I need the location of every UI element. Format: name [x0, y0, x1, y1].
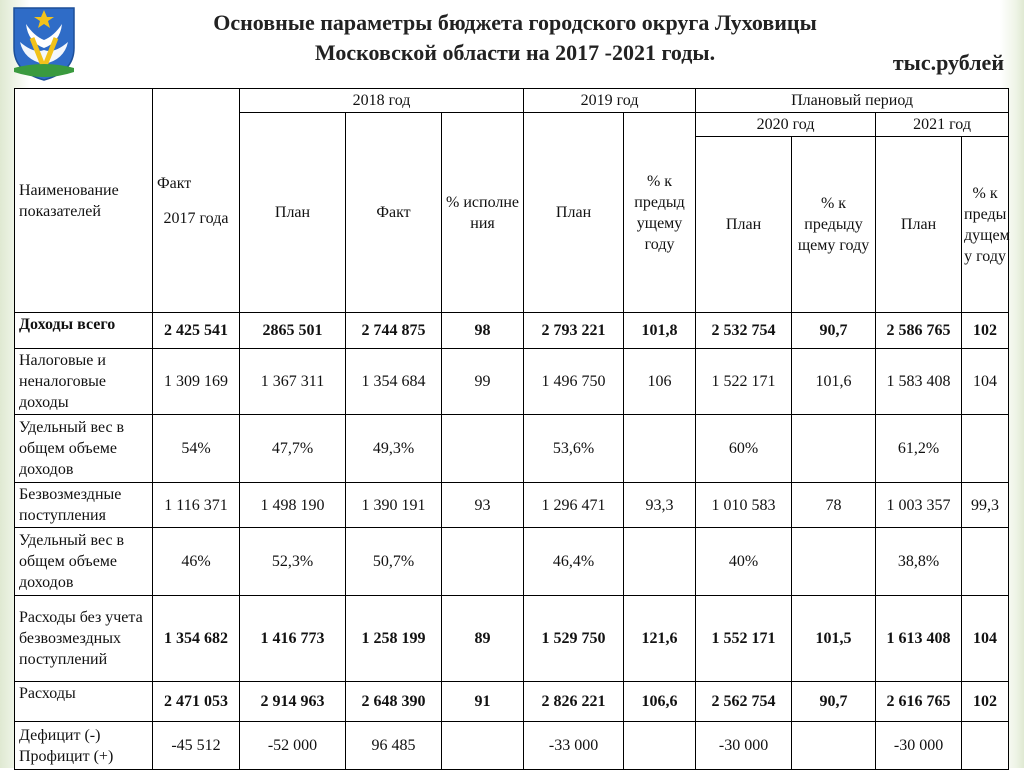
- cell: 53,6%: [524, 415, 624, 483]
- header-year-2020: 2020 год: [696, 113, 876, 137]
- cell: 99: [442, 349, 524, 415]
- cell: 90,7: [792, 682, 876, 722]
- cell: 102: [962, 682, 1009, 722]
- title-line-1: Основные параметры бюджета городского округа Луховицы: [213, 10, 817, 35]
- cell: [792, 528, 876, 596]
- cell: 49,3%: [346, 415, 442, 483]
- cell: 1 354 684: [346, 349, 442, 415]
- cell: 2 744 875: [346, 313, 442, 349]
- header-year-2021: 2021 год: [876, 113, 1009, 137]
- cell: 2 826 221: [524, 682, 624, 722]
- cell: 47,7%: [240, 415, 346, 483]
- cell: 46,4%: [524, 528, 624, 596]
- cell: 101,5: [792, 596, 876, 682]
- cell: 46%: [153, 528, 240, 596]
- cell: 2 586 765: [876, 313, 962, 349]
- cell: 106: [624, 349, 696, 415]
- cell: 1 613 408: [876, 596, 962, 682]
- cell: 1 552 171: [696, 596, 792, 682]
- table-row: [15, 313, 1009, 349]
- cell: 106,6: [624, 682, 696, 722]
- header-2018-pct-exec: % исполне ния: [442, 113, 524, 313]
- row-name: Дефицит (-) Профицит (+): [15, 722, 153, 770]
- budget-table: [14, 88, 1009, 770]
- cell: 93: [442, 483, 524, 528]
- header-2020-plan: План: [696, 137, 792, 313]
- cell: 2 471 053: [153, 682, 240, 722]
- cell: [624, 722, 696, 770]
- header-fact-2017: [153, 89, 240, 313]
- cell: 1 010 583: [696, 483, 792, 528]
- cell: 2 648 390: [346, 682, 442, 722]
- cell: 1 258 199: [346, 596, 442, 682]
- row-name: Налоговые и неналоговые доходы: [15, 349, 153, 415]
- cell: 101,8: [624, 313, 696, 349]
- cell: 2 793 221: [524, 313, 624, 349]
- cell: 89: [442, 596, 524, 682]
- cell: [792, 415, 876, 483]
- header-2021-pct-prev: % к преды дущем у году: [962, 137, 1009, 313]
- cell: 2 562 754: [696, 682, 792, 722]
- header-2021-plan: План: [876, 137, 962, 313]
- cell: 52,3%: [240, 528, 346, 596]
- cell: 91: [442, 682, 524, 722]
- row-name: Расходы: [15, 682, 153, 722]
- cell: 2 532 754: [696, 313, 792, 349]
- cell: 1 367 311: [240, 349, 346, 415]
- cell: 40%: [696, 528, 792, 596]
- header-row-1: [15, 89, 1009, 113]
- header-year-2018: 2018 год: [240, 89, 524, 113]
- city-coat-of-arms-icon: [4, 2, 84, 82]
- cell: [624, 528, 696, 596]
- title-line-2: Московской области на 2017 -2021 годы.: [314, 40, 716, 65]
- cell: 1 498 190: [240, 483, 346, 528]
- cell: 98: [442, 313, 524, 349]
- table-row: [15, 349, 1009, 415]
- header-fact-year: 2017 года: [163, 209, 229, 227]
- cell: 1 116 371: [153, 483, 240, 528]
- cell: 93,3: [624, 483, 696, 528]
- cell: 96 485: [346, 722, 442, 770]
- cell: [962, 528, 1009, 596]
- cell: 1 390 191: [346, 483, 442, 528]
- cell: 1 496 750: [524, 349, 624, 415]
- cell: 1 529 750: [524, 596, 624, 682]
- header-plan-period: Плановый период: [696, 89, 1009, 113]
- header-2018-plan: План: [240, 113, 346, 313]
- unit-label: тыс.рублей: [892, 50, 1004, 75]
- cell: 2 616 765: [876, 682, 962, 722]
- page-title: [120, 8, 910, 68]
- header-2020-pct-prev: % к предыду щему году: [792, 137, 876, 313]
- cell: 2865 501: [240, 313, 346, 349]
- header-fact-label: Факт: [157, 174, 192, 192]
- cell: 60%: [696, 415, 792, 483]
- cell: 1 296 471: [524, 483, 624, 528]
- cell: [962, 415, 1009, 483]
- row-name: Доходы всего: [15, 313, 153, 349]
- cell: 104: [962, 349, 1009, 415]
- cell: 104: [962, 596, 1009, 682]
- cell: 38,8%: [876, 528, 962, 596]
- cell: -30 000: [876, 722, 962, 770]
- table-row: [15, 596, 1009, 682]
- cell: -52 000: [240, 722, 346, 770]
- table-row: [15, 415, 1009, 483]
- cell: 1 416 773: [240, 596, 346, 682]
- cell: 78: [792, 483, 876, 528]
- cell: 90,7: [792, 313, 876, 349]
- cell: 99,3: [962, 483, 1009, 528]
- cell: [624, 415, 696, 483]
- header-2018-fact: Факт: [346, 113, 442, 313]
- cell: 1 522 171: [696, 349, 792, 415]
- cell: 1 003 357: [876, 483, 962, 528]
- table-row: [15, 682, 1009, 722]
- cell: 101,6: [792, 349, 876, 415]
- cell: -30 000: [696, 722, 792, 770]
- cell: -45 512: [153, 722, 240, 770]
- cell: [792, 722, 876, 770]
- cell: 2 425 541: [153, 313, 240, 349]
- table-row: [15, 722, 1009, 770]
- row-name: Удельный вес в общем объеме доходов: [15, 528, 153, 596]
- header-name: Наименование показателей: [15, 89, 153, 313]
- cell: 1 583 408: [876, 349, 962, 415]
- cell: 102: [962, 313, 1009, 349]
- row-name: Удельный вес в общем объеме доходов: [15, 415, 153, 483]
- cell: [442, 415, 524, 483]
- cell: [442, 528, 524, 596]
- cell: 1 354 682: [153, 596, 240, 682]
- header-2019-pct-prev: % к предыд ущему году: [624, 113, 696, 313]
- cell: 61,2%: [876, 415, 962, 483]
- row-name: Расходы без учета безвозмездных поступлений: [15, 596, 153, 682]
- table-row: [15, 528, 1009, 596]
- cell: -33 000: [524, 722, 624, 770]
- cell: [442, 722, 524, 770]
- cell: [962, 722, 1009, 770]
- row-name: Безвозмездные поступления: [15, 483, 153, 528]
- cell: 1 309 169: [153, 349, 240, 415]
- header-year-2019: 2019 год: [524, 89, 696, 113]
- header-2019-plan: План: [524, 113, 624, 313]
- cell: 2 914 963: [240, 682, 346, 722]
- cell: 121,6: [624, 596, 696, 682]
- cell: 50,7%: [346, 528, 442, 596]
- table-row: [15, 483, 1009, 528]
- cell: 54%: [153, 415, 240, 483]
